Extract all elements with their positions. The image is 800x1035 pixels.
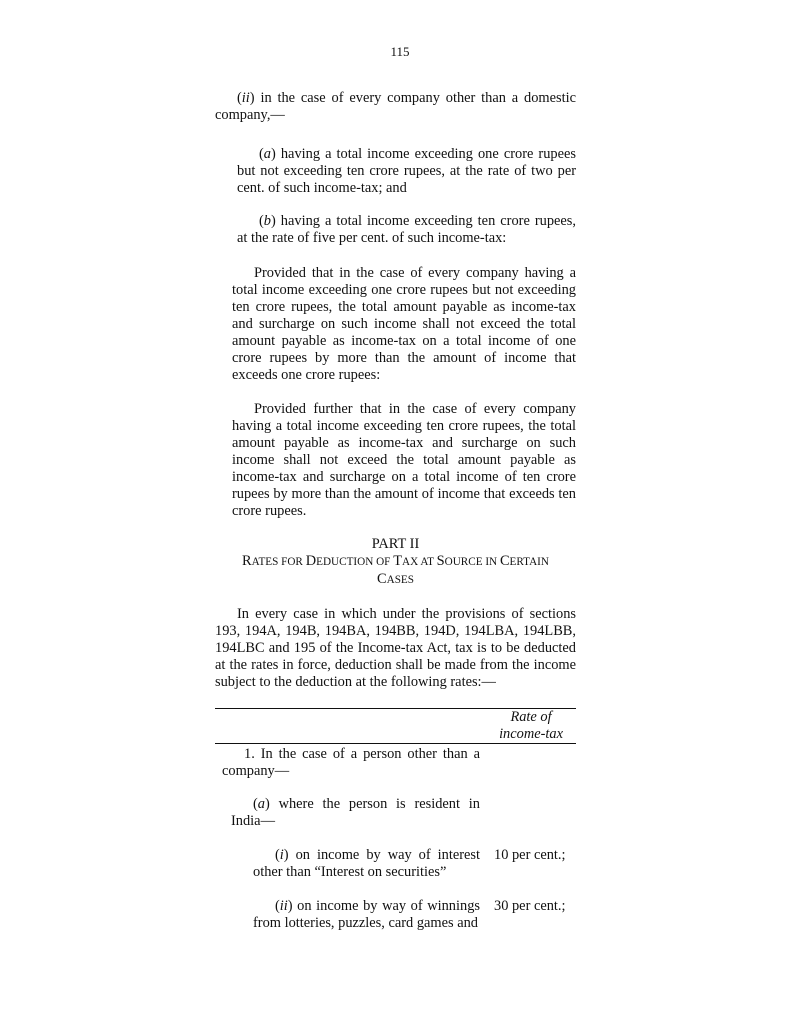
- table-row: [215, 796, 576, 830]
- table-header-rule: [215, 743, 576, 744]
- part-ii-intro: In every case in which under the provisions of sections 193, 194A, 194B, 194BA, 194BB, 194D, 194LBA, 194LBB, 194LBC and 195 of the Income-tax Act, tax is to be deducted at the rates in force, deduction shall be made from the income subject to the deduction at the following rates:—: [215, 606, 576, 690]
- table-row: [215, 746, 576, 780]
- row-text: (ii) on income by way of winnings from lotteries, puzzles, card games and: [253, 898, 480, 931]
- part-title-smallcaps: ERTAIN: [509, 556, 549, 568]
- part-number: PART II: [371, 536, 420, 552]
- part-title-cap: T: [393, 553, 402, 569]
- part-title-cap: D: [305, 553, 317, 569]
- proviso-first: Provided that in the case of every company having a total income exceeding one crore rupees but not exceeding ten crore rupees, the total amount payable as income-tax and surcharge on such income shall not exceed the total amount payable as income-tax on a total income of one crore rupees by more than the amount of income that exceeds one crore rupees:: [232, 265, 576, 383]
- rate-header-line-2: income-tax: [499, 726, 563, 742]
- clause-ii: (ii) in the case of every company other than a domestic company,—: [215, 90, 576, 123]
- sub-clause-a: (a) having a total income exceeding one crore rupees but not exceeding ten crore rupees, at the rate of two per cent. of such income-tax; and: [237, 146, 576, 196]
- part-title-smallcaps: OURCE IN: [444, 556, 500, 568]
- part-title-cap: R: [242, 553, 252, 569]
- row-i-text: on income by way of interest other than “Interest on securities”: [253, 847, 480, 880]
- page-number: 115: [390, 44, 410, 59]
- part-title-cap: S: [436, 553, 445, 569]
- row-text: 1. In the case of a person other than a company—: [222, 746, 480, 779]
- part-title-smallcaps: ASES: [386, 574, 414, 586]
- part-heading: [215, 536, 576, 589]
- part-title-cap: C: [499, 553, 510, 569]
- part-title-line-1: [215, 553, 576, 571]
- sub-clause-a-text: having a total income exceeding one crore rupees but not exceeding ten crore rupees, at the rate of two per cent. of such income-tax; and: [237, 146, 576, 196]
- row-rate: 10 per cent.;: [494, 847, 566, 863]
- row-rate: 30 per cent.;: [494, 898, 566, 914]
- sub-clause-a-marker: a: [263, 146, 271, 162]
- row-ii-text: on income by way of winnings from lotteries, puzzles, card games and: [253, 898, 480, 931]
- row-ii-marker: ii: [279, 898, 288, 914]
- row-a-text: where the person is resident in India—: [231, 796, 480, 829]
- row-a-marker: a: [257, 796, 265, 812]
- part-title-smallcaps: EDUCTION OF: [316, 556, 394, 568]
- part-title-smallcaps: ATES FOR: [251, 556, 306, 568]
- proviso-further: Provided further that in the case of every company having a total income exceeding ten crore rupees, the total amount payable as income-tax and surcharge on such income shall not exceed the total amount payable as income-tax and surcharge on a total income of ten crore rupees by more than the amount of income that exceeds ten crore rupees.: [232, 401, 576, 519]
- row-text: (i) on income by way of interest other than “Interest on securities”: [253, 847, 480, 880]
- part-title-line-2: [215, 571, 576, 589]
- sub-clause-b-text: having a total income exceeding ten crore rupees, at the rate of five per cent. of such income-tax:: [237, 213, 576, 246]
- clause-ii-marker: ii: [241, 90, 250, 106]
- row-i-marker: i: [279, 847, 284, 863]
- row-text: (a) where the person is resident in India—: [231, 796, 480, 829]
- sub-clause-b: (b) having a total income exceeding ten crore rupees, at the rate of five per cent. of such income-tax:: [237, 213, 576, 246]
- table-row: [215, 847, 576, 881]
- sub-clause-b-marker: b: [263, 213, 271, 229]
- rate-header-line-1: Rate of: [510, 709, 552, 725]
- rate-column-header: [215, 709, 576, 743]
- clause-ii-text: in the case of every company other than a domestic company,—: [215, 90, 576, 123]
- document-body: [215, 90, 576, 932]
- part-title-cap: C: [377, 571, 387, 587]
- part-title-smallcaps: AX AT: [401, 556, 437, 568]
- table-row: [215, 898, 576, 932]
